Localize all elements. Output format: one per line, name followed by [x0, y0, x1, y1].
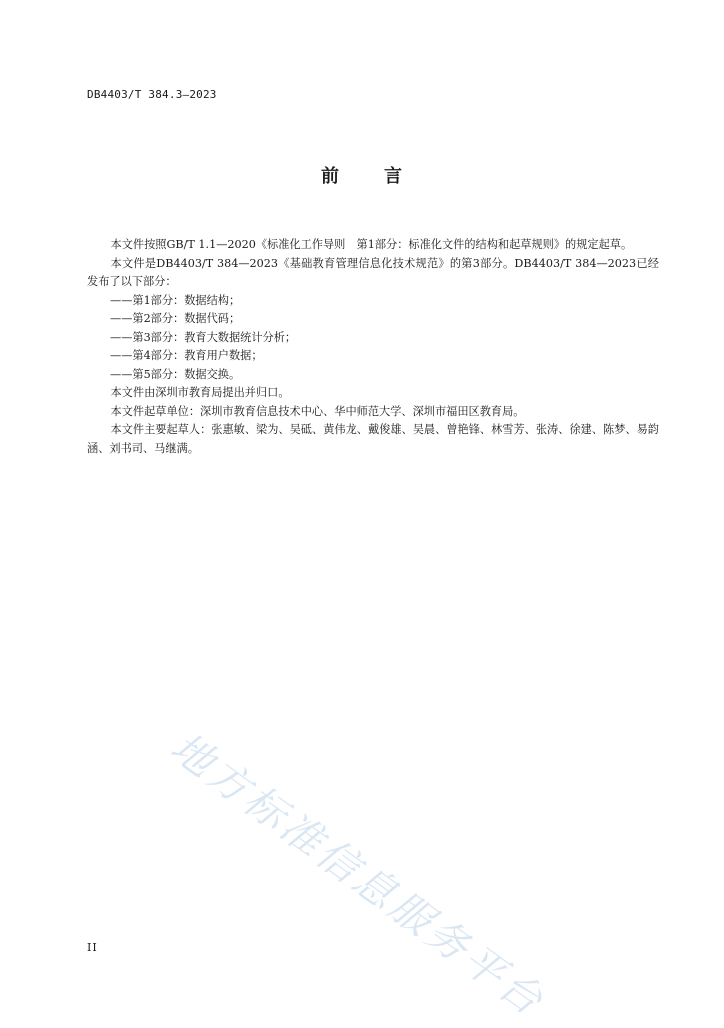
list-item: ——第1部分：数据结构；	[110, 293, 241, 307]
paragraph-drafting-units: 本文件起草单位：深圳市教育信息技术中心、华中师范大学、深圳市福田区教育局。	[110, 404, 525, 418]
paragraph-part-info: 本文件是DB4403/T 384—2023《基础教育管理信息化技术规范》的第3部分。DB4403/T 384—2023已经发布了以下部分：	[87, 256, 659, 288]
document-code: DB4403/T 384.3—2023	[87, 88, 217, 101]
paragraph-proposer: 本文件由深圳市教育局提出并归口。	[110, 386, 290, 399]
paragraph-standard-basis: 本文件按照GB/T 1.1—2020《标准化工作导则 第1部分：标准化文件的结构和起草规则》的规定起草。	[110, 238, 633, 251]
preface-body	[87, 236, 659, 458]
list-item: ——第5部分：数据交换。	[110, 367, 241, 381]
paragraph-drafters: 本文件主要起草人：张惠敏、梁为、吴砥、黄伟龙、戴俊雄、吴晨、曾艳锋、林雪芳、张涛、徐建、陈梦、易韵涵、刘书司、马继满。	[87, 423, 659, 455]
title-char-1: 前	[321, 166, 340, 187]
page-title	[0, 162, 724, 188]
list-item: ——第3部分：教育大数据统计分析；	[110, 330, 297, 344]
watermark: 地方标准信息服务平台	[161, 722, 555, 1027]
page-number: II	[87, 941, 98, 954]
title-char-2: 言	[384, 166, 403, 187]
list-item: ——第4部分：教育用户数据；	[110, 349, 263, 362]
list-item: ——第2部分：数据代码；	[110, 312, 241, 325]
